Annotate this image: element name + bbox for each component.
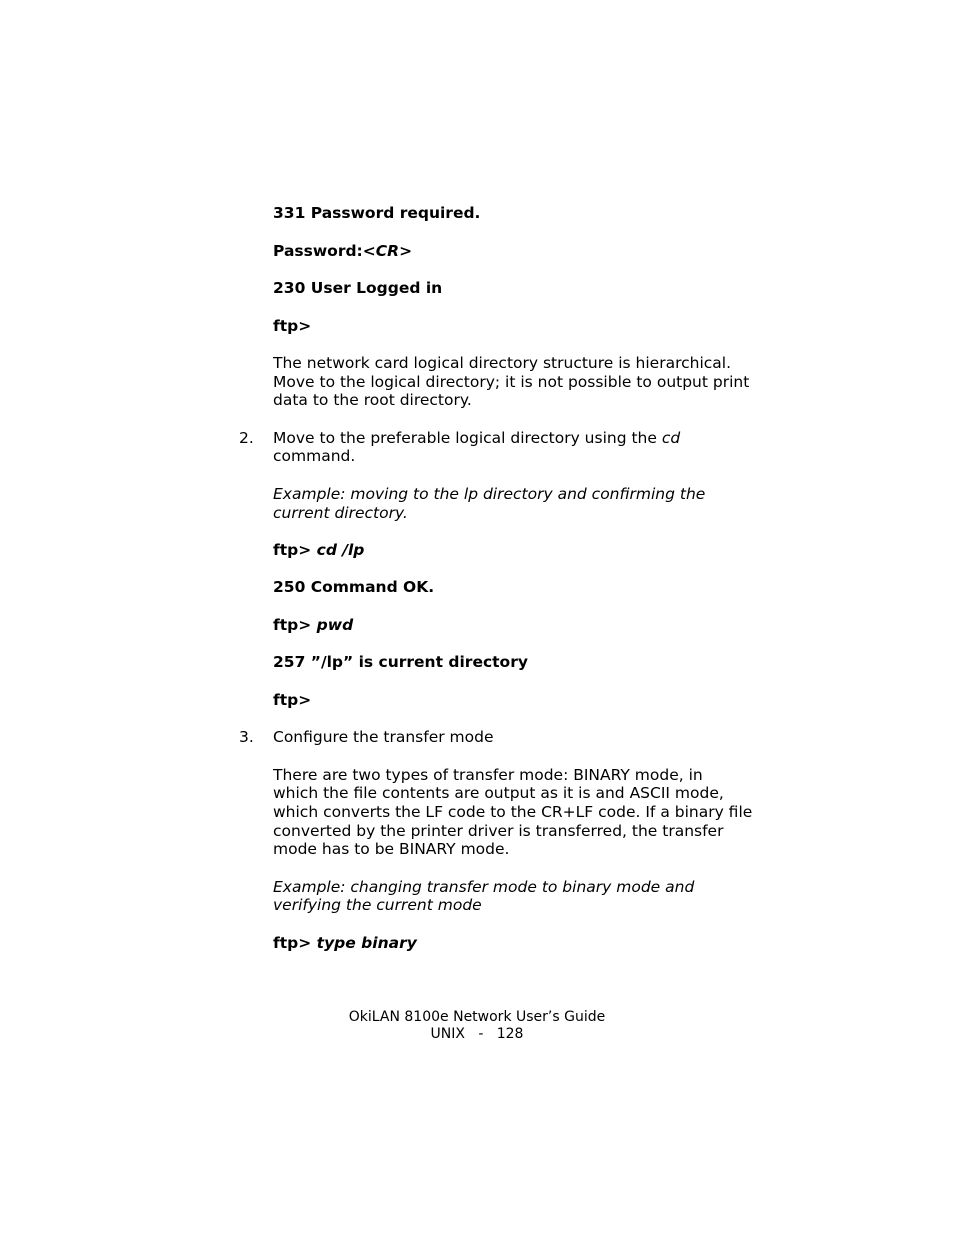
response-password-required: 331 Password required. xyxy=(273,204,481,222)
response-user-logged-in: 230 User Logged in xyxy=(273,279,443,297)
ftp-prompt: ftp> xyxy=(273,541,312,559)
step-text: Move to the preferable logical directory using the xyxy=(273,429,662,447)
example-line: current directory. xyxy=(273,504,408,522)
command-type-binary-line xyxy=(273,934,417,953)
paragraph-line: The network card logical directory structure is hierarchical. xyxy=(273,354,732,372)
paragraph-line: which converts the LF code to the CR+LF code. If a binary file xyxy=(273,803,753,821)
paragraph-line: Move to the logical directory; it is not possible to output print xyxy=(273,373,750,391)
example-line: Example: moving to the lp directory and confirming the xyxy=(273,485,706,503)
cr-key: <CR> xyxy=(362,242,413,260)
step-title: Configure the transfer mode xyxy=(273,728,494,746)
ftp-prompt: ftp> xyxy=(273,934,312,952)
footer-guide-title: OkiLAN 8100e Network User’s Guide xyxy=(348,1009,606,1025)
response-current-directory: 257 ”/lp” is current directory xyxy=(273,653,528,671)
command-arg: pwd xyxy=(316,616,354,634)
paragraph-line: converted by the printer driver is transferred, the transfer xyxy=(273,822,724,840)
example-line: Example: changing transfer mode to binary mode and xyxy=(273,878,695,896)
ftp-prompt: ftp> xyxy=(273,616,312,634)
password-label: Password: xyxy=(273,242,363,260)
command-pwd-line xyxy=(273,616,353,635)
step-number: 2. xyxy=(239,429,254,447)
command-arg: type binary xyxy=(316,934,417,952)
paragraph-line: There are two types of transfer mode: BINARY mode, in xyxy=(273,766,703,784)
ftp-prompt: ftp> xyxy=(273,691,312,709)
paragraph-line: data to the root directory. xyxy=(273,391,472,409)
command-arg: cd /lp xyxy=(316,541,365,559)
example-line: verifying the current mode xyxy=(273,896,482,914)
paragraph-line: which the file contents are output as it is and ASCII mode, xyxy=(273,784,724,802)
command-cd-line xyxy=(273,541,364,560)
cd-command: cd xyxy=(661,429,681,447)
step-text-line: command. xyxy=(273,447,356,465)
response-command-ok: 250 Command OK. xyxy=(273,578,435,596)
ftp-prompt: ftp> xyxy=(273,317,312,335)
step-number: 3. xyxy=(239,728,254,746)
step-text-line xyxy=(273,429,680,448)
footer-page-number: UNIX - 128 xyxy=(430,1026,524,1042)
paragraph-line: mode has to be BINARY mode. xyxy=(273,840,510,858)
password-prompt-line xyxy=(273,242,412,261)
